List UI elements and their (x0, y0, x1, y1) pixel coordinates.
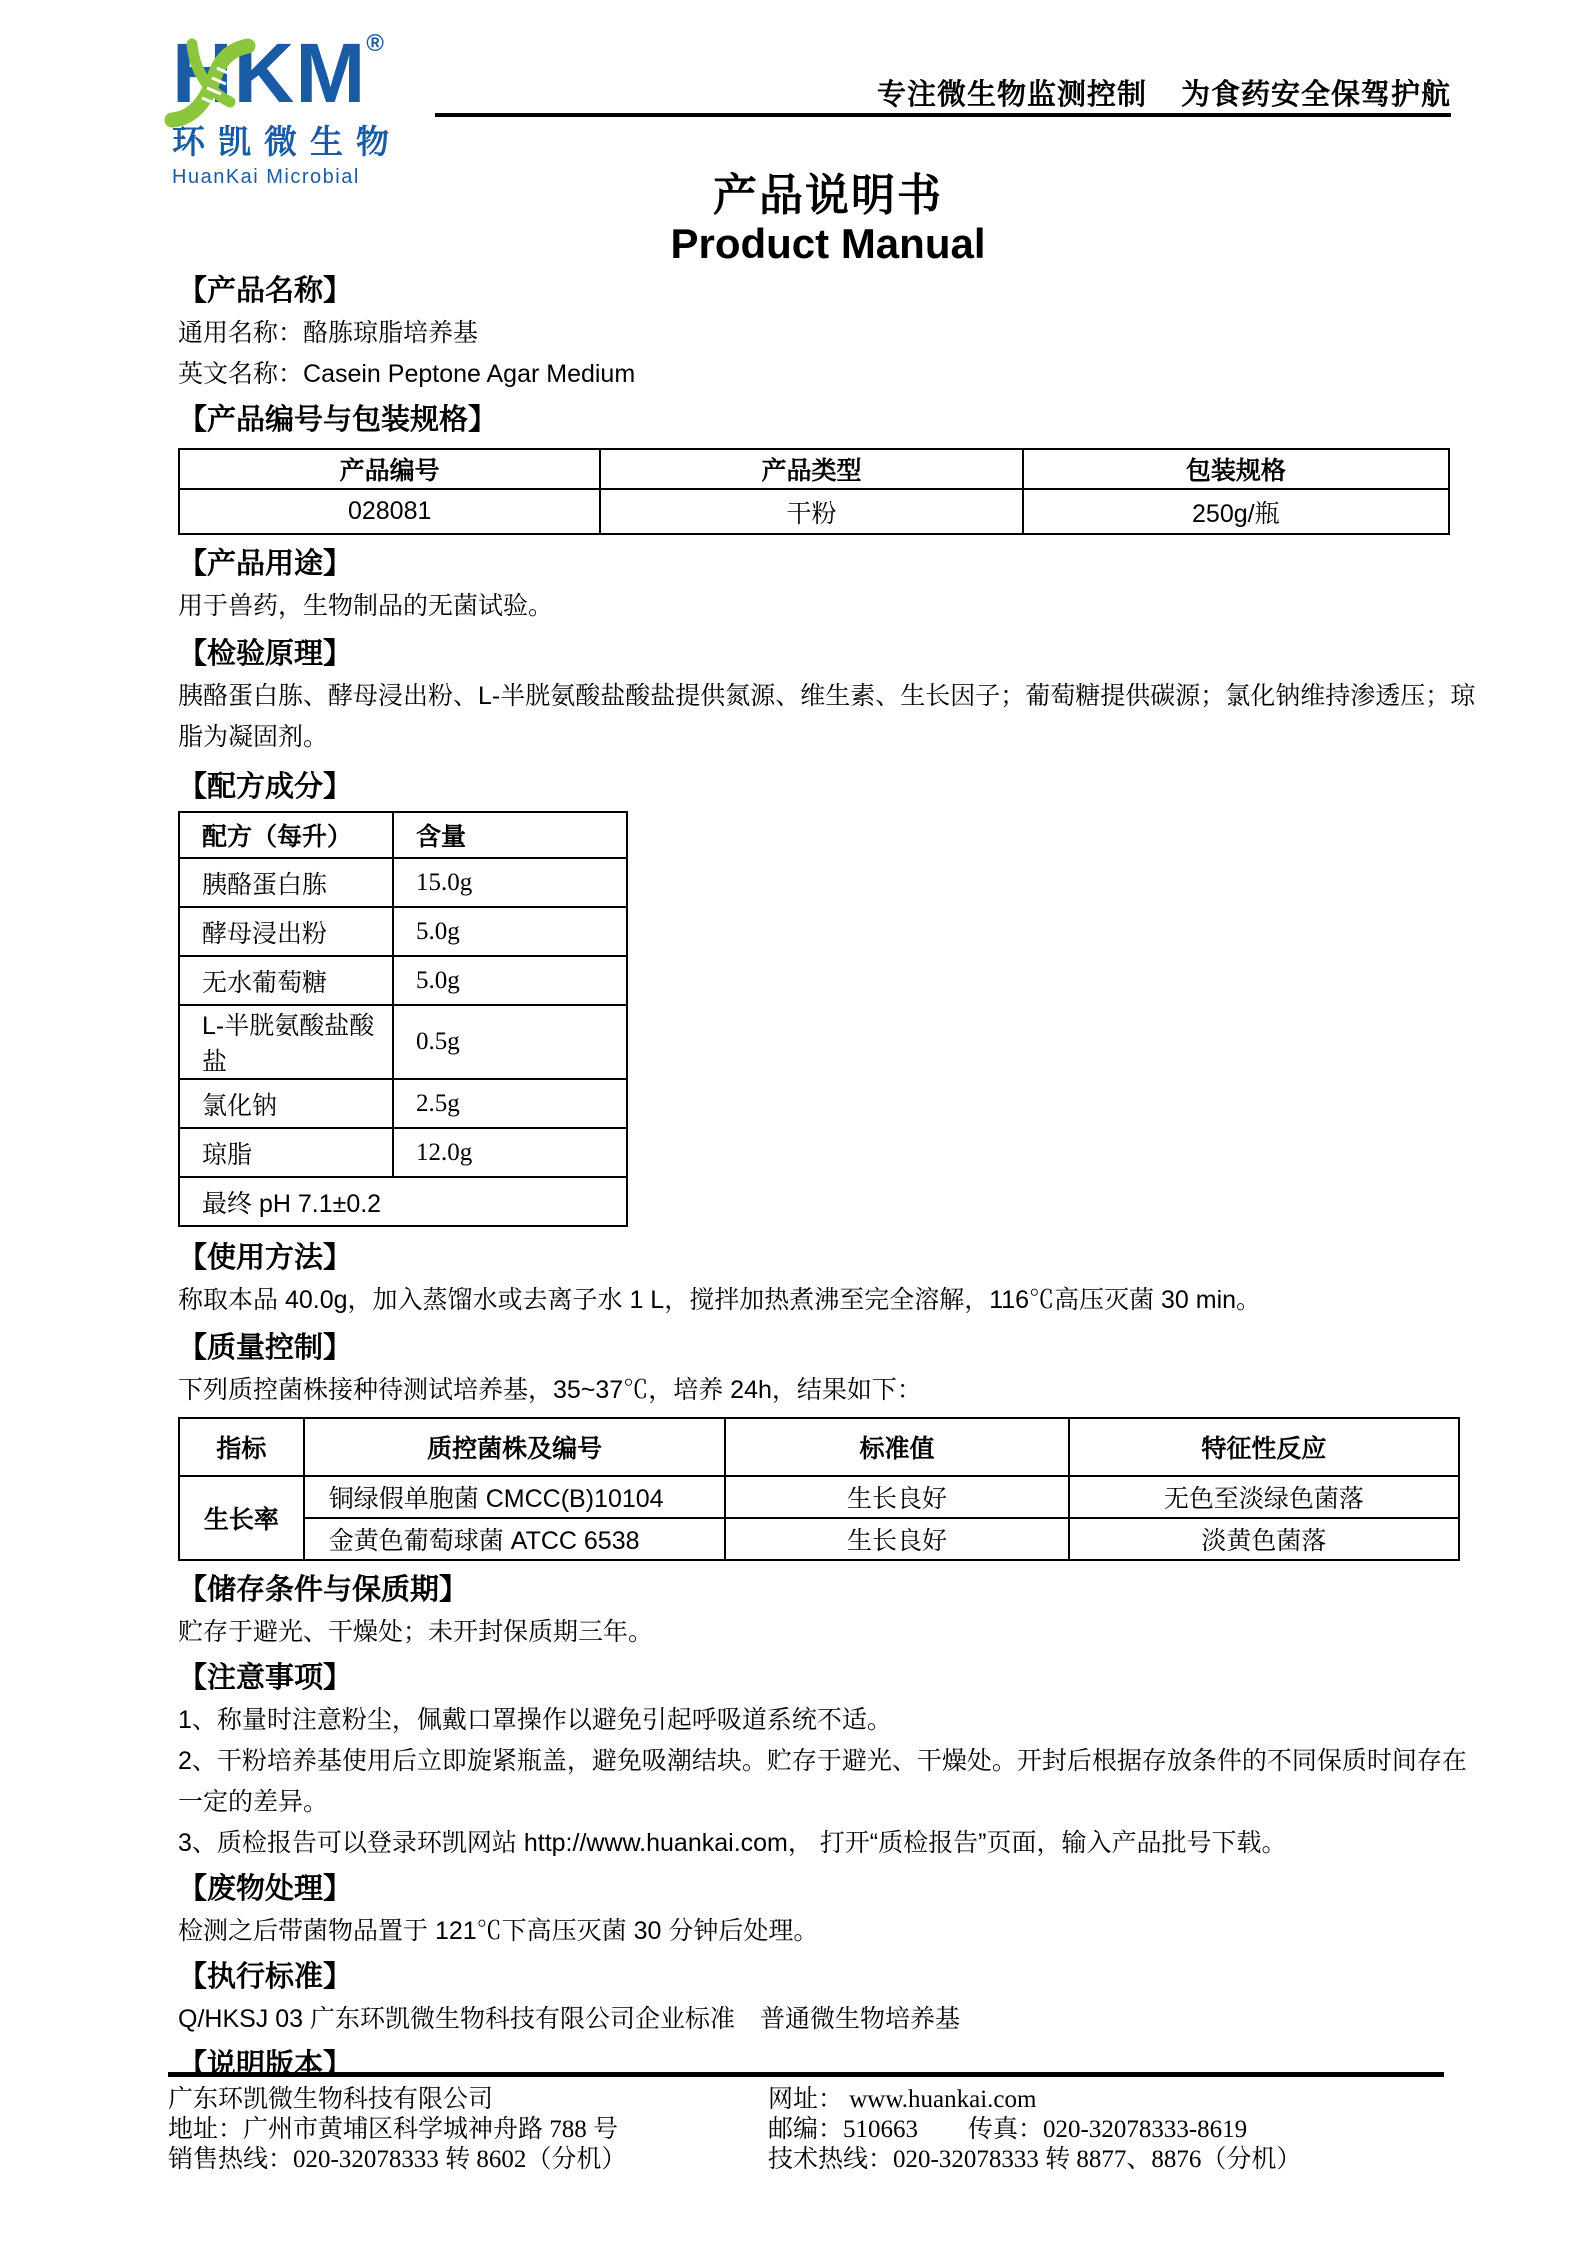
ingredient-cell: L-半胱氨酸盐酸盐 (179, 1005, 393, 1079)
ingredient-cell: 胰酪蛋白胨 (179, 858, 393, 907)
footer-address: 地址：广州市黄埔区科学城神舟路 788 号 (168, 2116, 619, 2143)
page-title-cn: 产品说明书 (713, 171, 943, 220)
storage-text: 贮存于避光、干燥处；未开封保质期三年。 (178, 1618, 654, 1646)
package-spec-cell: 250g/瓶 (1023, 489, 1449, 534)
final-ph-cell: 最终 pH 7.1±0.2 (179, 1177, 627, 1226)
generic-name-label: 通用名称： (178, 319, 304, 347)
section-heading-standard: 【执行标准】 (178, 1961, 353, 1993)
table-row (179, 1005, 627, 1079)
header-divider (435, 113, 1451, 117)
footer-website: 网址： www.huankai.com (768, 2086, 1037, 2113)
indicator-cell: 生长率 (179, 1476, 304, 1560)
section-heading-principle: 【检验原理】 (178, 638, 353, 670)
english-name-value: Casein Peptone Agar Medium (303, 360, 636, 388)
section-heading-waste: 【废物处理】 (178, 1873, 353, 1905)
logo-cn-name: 环凯微生物 (172, 123, 402, 160)
footer-sales-hotline: 销售热线：020-32078333 转 8602（分机） (168, 2146, 627, 2173)
document-body (178, 172, 1478, 2087)
product-type-cell: 干粉 (600, 489, 1022, 534)
footer-left-column (168, 2085, 768, 2175)
registered-trademark-icon: ® (366, 30, 384, 57)
page-footer (168, 2072, 1444, 2175)
waste-text: 检测之后带菌物品置于 121℃下高压灭菌 30 分钟后处理。 (178, 1917, 819, 1945)
table-row (179, 1518, 1459, 1560)
standard-cell: 生长良好 (725, 1476, 1068, 1518)
product-code-table (178, 448, 1450, 535)
ingredient-cell: 氯化钠 (179, 1079, 393, 1128)
ingredient-cell: 酵母浸出粉 (179, 907, 393, 956)
table-header-cell: 含量 (393, 812, 627, 858)
generic-name-line (178, 313, 1478, 354)
page-title-en: Product Manual (670, 220, 986, 267)
footer-company: 广东环凯微生物科技有限公司 (168, 2086, 494, 2113)
table-header-cell: 包装规格 (1023, 449, 1449, 489)
amount-cell: 15.0g (393, 858, 627, 907)
logo-brand-text: HKM (172, 26, 367, 120)
logo-brand-row (172, 26, 452, 120)
section-heading-usage: 【产品用途】 (178, 548, 353, 580)
section-heading-qc: 【质量控制】 (178, 1332, 353, 1364)
section-heading-version: 【说明版本】 (178, 2049, 353, 2081)
amount-cell: 0.5g (393, 1005, 627, 1079)
header-tagline (877, 72, 1451, 113)
table-header-cell: 配方（每升） (179, 812, 393, 858)
product-code-cell: 028081 (179, 489, 600, 534)
tagline-right: 为食药安全保驾护航 (1180, 79, 1451, 111)
ingredient-cell: 无水葡萄糖 (179, 956, 393, 1005)
reaction-cell: 淡黄色菌落 (1069, 1518, 1459, 1560)
generic-name-value: 酪胨琼脂培养基 (303, 319, 479, 347)
tagline-left: 专注微生物监测控制 (876, 79, 1147, 111)
amount-cell: 12.0g (393, 1128, 627, 1177)
english-name-label: 英文名称： (178, 360, 304, 388)
table-header-cell: 产品编号 (179, 449, 600, 489)
table-header-row (179, 812, 627, 858)
strain-cell: 铜绿假单胞菌 CMCC(B)10104 (304, 1476, 726, 1518)
table-row (179, 956, 627, 1005)
standard-text: Q/HKSJ 03 广东环凯微生物科技有限公司企业标准 普通微生物培养基 (178, 2005, 960, 2033)
table-row (179, 1476, 1459, 1518)
company-logo (172, 26, 452, 189)
section-heading-storage: 【储存条件与保质期】 (178, 1574, 469, 1606)
method-text: 称取本品 40.0g，加入蒸馏水或去离子水 1 L，搅拌加热煮沸至完全溶解，116℃高压灭菌 30 min。 (178, 1286, 1262, 1314)
reaction-cell: 无色至淡绿色菌落 (1069, 1476, 1459, 1518)
amount-cell: 5.0g (393, 907, 627, 956)
table-row (179, 1079, 627, 1128)
note-item: 3、质检报告可以登录环凯网站 http://www.huankai.com， 打开“质检报告”页面，输入产品批号下载。 (178, 1829, 1287, 1857)
section-heading-method: 【使用方法】 (178, 1242, 353, 1274)
table-row (179, 1128, 627, 1177)
table-row (179, 1177, 627, 1226)
table-row (179, 858, 627, 907)
qc-intro-text: 下列质控菌株接种待测试培养基，35~37℃，培养 24h，结果如下： (178, 1376, 922, 1404)
english-name-line (178, 354, 1478, 395)
qc-table (178, 1417, 1460, 1561)
formula-table (178, 811, 628, 1227)
usage-text: 用于兽药，生物制品的无菌试验。 (178, 592, 554, 620)
strain-cell: 金黄色葡萄球菌 ATCC 6538 (304, 1518, 726, 1560)
table-header-row (179, 1418, 1459, 1476)
section-heading-notes: 【注意事项】 (178, 1662, 353, 1694)
standard-cell: 生长良好 (725, 1518, 1068, 1560)
section-heading-formula: 【配方成分】 (178, 771, 353, 803)
table-row (179, 907, 627, 956)
note-item: 1、称量时注意粉尘，佩戴口罩操作以避免引起呼吸道系统不适。 (178, 1706, 892, 1734)
ingredient-cell: 琼脂 (179, 1128, 393, 1177)
principle-text: 胰酪蛋白胨、酵母浸出粉、L-半胱氨酸盐酸盐提供氮源、维生素、生长因子；葡萄糖提供碳源；氯化钠维持渗透压；琼脂为凝固剂。 (178, 682, 1476, 751)
section-heading-product-code: 【产品编号与包装规格】 (178, 404, 498, 436)
table-header-row (179, 449, 1449, 489)
footer-postal-fax: 邮编：510663 传真：020-32078333-8619 (768, 2116, 1248, 2143)
table-header-cell: 产品类型 (600, 449, 1022, 489)
amount-cell: 2.5g (393, 1079, 627, 1128)
table-row (179, 489, 1449, 534)
table-header-cell: 标准值 (725, 1418, 1068, 1476)
footer-right-column (768, 2085, 1444, 2175)
table-header-cell: 质控菌株及编号 (304, 1418, 726, 1476)
section-heading-product-name: 【产品名称】 (178, 275, 353, 307)
table-header-cell: 特征性反应 (1069, 1418, 1459, 1476)
amount-cell: 5.0g (393, 956, 627, 1005)
table-header-cell: 指标 (179, 1418, 304, 1476)
logo-en-name: HuanKai Microbial (172, 166, 360, 188)
footer-tech-hotline: 技术热线：020-32078333 转 8877、8876（分机） (768, 2146, 1302, 2173)
note-item: 2、干粉培养基使用后立即旋紧瓶盖，避免吸潮结块。贮存于避光、干燥处。开封后根据存放条件的不同保质时间存在一定的差异。 (178, 1747, 1467, 1816)
